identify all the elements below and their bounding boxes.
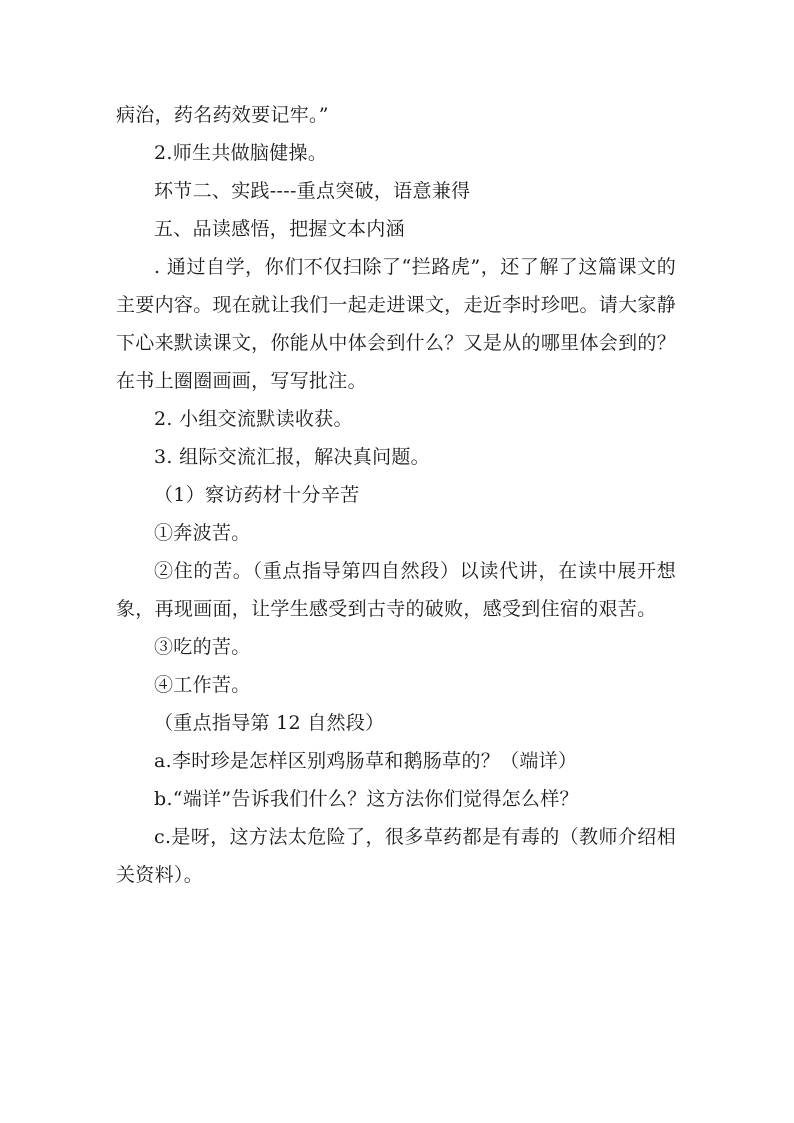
section-heading-reading: 五、品读感悟，把握文本内涵 [154, 218, 405, 240]
list-item-work: ④工作苦。 [154, 674, 251, 696]
paragraph-self-study: . 通过自学，你们不仅扫除了“拦路虎”，还了解了这篇课文的主要内容。现在就让我们一起走进课文，走近李时珍吧。请大家静下心来默读课文，你能从中体会到什么？又是从的哪里体会到的？在书上圈圈画画，写写批注。 [116, 256, 676, 392]
note-paragraph-12: （重点指导第 12 自然段） [154, 712, 385, 734]
question-c: c.是呀，这方法太危险了，很多草药都是有毒的（教师介绍相关资料）。 [116, 826, 676, 886]
document-body [116, 96, 676, 894]
question-b: b.“端详”告诉我们什么？这方法你们觉得怎么样？ [154, 788, 579, 810]
subheading-hardship: （1）察访药材十分辛苦 [154, 484, 360, 506]
paragraph-report: 3. 组际交流汇报，解决真问题。 [154, 446, 430, 468]
list-item-food: ③吃的苦。 [154, 636, 251, 658]
question-a: a.李时珍是怎样区别鸡肠草和鹅肠草的？（端详） [154, 750, 578, 772]
list-item-travel: ①奔波苦。 [154, 522, 251, 544]
paragraph-group-exchange: 2. 小组交流默读收获。 [154, 408, 353, 430]
paragraph-brain-exercise: 2.师生共做脑健操。 [154, 142, 328, 164]
section-heading-practice: 环节二、实践----重点突破，语意兼得 [154, 180, 471, 202]
list-item-lodging: ②住的苦。（重点指导第四自然段）以读代讲，在读中展开想象，再现画面，让学生感受到古寺的破败，感受到住宿的艰苦。 [116, 560, 676, 620]
paragraph-continuation: 病治，药名药效要记牢。” [116, 104, 329, 126]
